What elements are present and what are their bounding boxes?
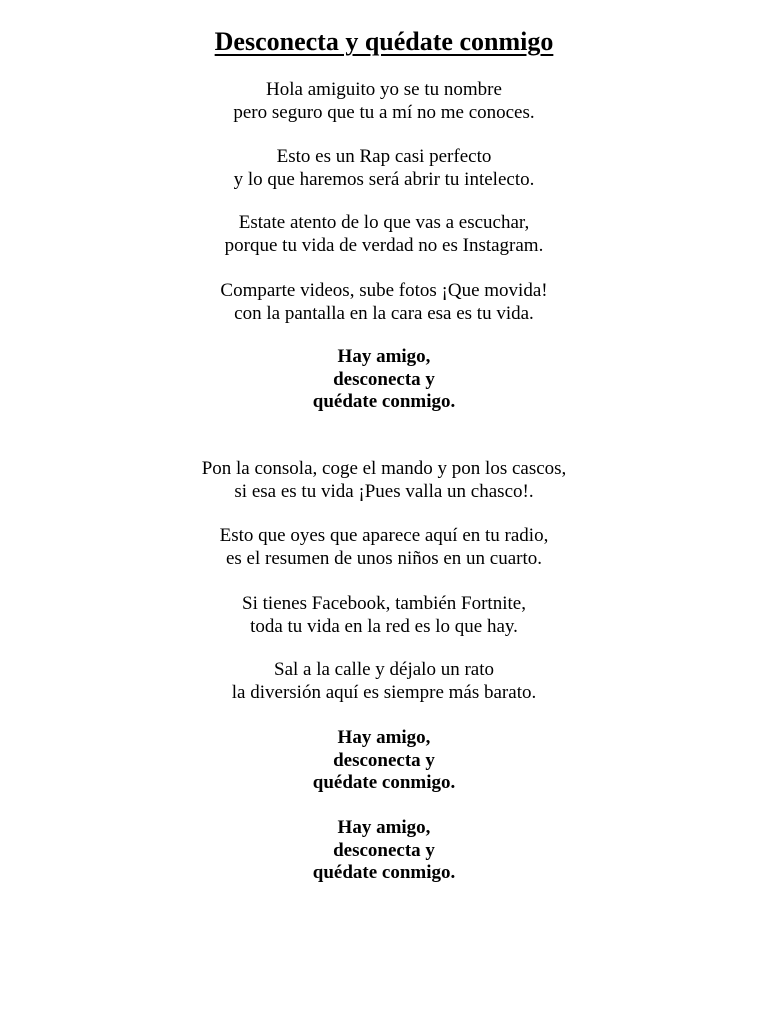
chorus-line: Hay amigo, [337, 727, 431, 748]
stanza-line: Esto es un Rap casi perfecto [276, 146, 492, 167]
stanza-line: Esto que oyes que aparece aquí en tu radio, [219, 525, 549, 546]
chorus-line: quédate conmigo. [312, 772, 456, 793]
stanza-7 [0, 593, 768, 638]
document-title: Desconecta y quédate conmigo [214, 27, 554, 56]
stanza-5 [0, 458, 768, 503]
stanza-line: y lo que haremos será abrir tu intelecto. [233, 168, 535, 190]
stanza-line: con la pantalla en la cara esa es tu vida. [234, 302, 534, 324]
stanza-line: porque tu vida de verdad no es Instagram. [224, 234, 544, 256]
stanza-4 [0, 280, 768, 325]
stanza-line: Comparte videos, sube fotos ¡Que movida! [220, 280, 548, 301]
stanza-line: Si tienes Facebook, también Fortnite, [242, 593, 526, 614]
stanza-8 [0, 659, 768, 704]
chorus-line: desconecta y [333, 368, 435, 390]
stanza-3 [0, 212, 768, 257]
stanza-2 [0, 146, 768, 191]
stanza-6 [0, 525, 768, 570]
chorus-line: Hay amigo, [337, 817, 431, 838]
stanza-line: Sal a la calle y déjalo un rato [274, 659, 494, 680]
stanza-line: Pon la consola, coge el mando y pon los cascos, [201, 458, 567, 479]
stanza-line: Hola amiguito yo se tu nombre [266, 79, 502, 100]
chorus-3 [0, 817, 768, 885]
stanza-1 [0, 79, 768, 124]
chorus-line: desconecta y [333, 749, 435, 771]
stanza-line: pero seguro que tu a mí no me conoces. [233, 101, 535, 123]
stanza-line: es el resumen de unos niños en un cuarto. [225, 547, 543, 569]
chorus-line: Hay amigo, [337, 346, 431, 367]
chorus-line: quédate conmigo. [312, 391, 456, 412]
stanza-line: toda tu vida en la red es lo que hay. [250, 615, 518, 637]
chorus-line: desconecta y [333, 839, 435, 861]
chorus-2 [0, 727, 768, 795]
stanza-line: Estate atento de lo que vas a escuchar, [238, 212, 530, 233]
chorus-line: quédate conmigo. [312, 862, 456, 883]
stanza-line: la diversión aquí es siempre más barato. [231, 681, 537, 703]
stanza-line: si esa es tu vida ¡Pues valla un chasco!. [234, 480, 534, 502]
chorus-1 [0, 346, 768, 414]
